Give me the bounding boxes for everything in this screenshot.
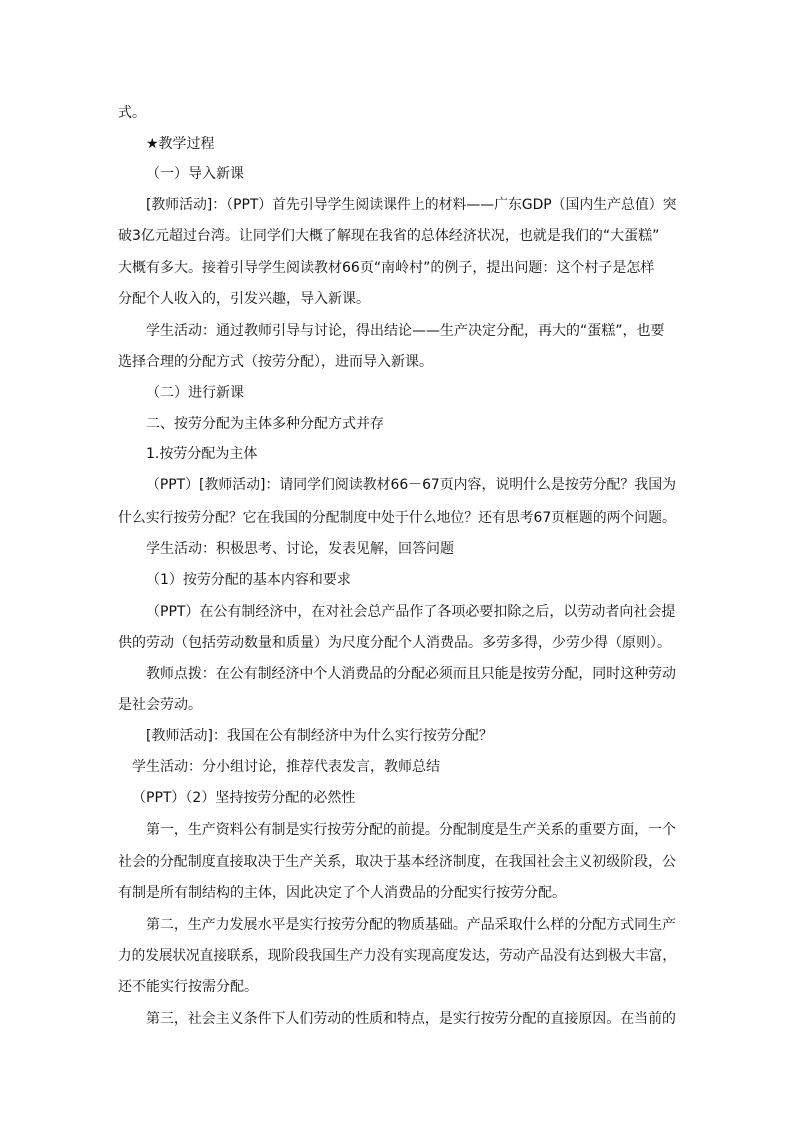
text-line: 教师点拨：在公有制经济中个人消费品的分配必须而且只能是按劳分配，同时这种劳动 <box>146 666 676 682</box>
text-line: 式。 <box>118 105 146 121</box>
text-line: [教师活动]：我国在公有制经济中为什么实行按劳分配？ <box>146 728 493 744</box>
text-line: 选择合理的分配方式（按劳分配），进而导入新课。 <box>118 354 433 370</box>
text-line: 二、按劳分配为主体多种分配方式并存 <box>146 416 384 432</box>
text-line: 力的发展状况直接联系，现阶段我国生产力没有实现高度发达，劳动产品没有达到极大丰富， <box>118 948 676 964</box>
text-line: （二）进行新课 <box>146 385 244 401</box>
text-line: （1）按劳分配的基本内容和要求 <box>146 572 351 588</box>
text-line: 第三，社会主义条件下人们劳动的性质和特点，是实行按劳分配的直接原因。在当前的 <box>146 1011 676 1027</box>
text-line: 学生活动：积极思考、讨论，发表见解，回答问题 <box>146 541 454 557</box>
text-line: 有制是所有制结构的主体，因此决定了个人消费品的分配实行按劳分配。 <box>118 885 566 901</box>
text-line: 大概有多大。接着引导学生阅读教材66页“南岭村”的例子，提出问题：这个村子是怎样 <box>118 260 655 276</box>
text-line: （PPT）在公有制经济中，在对社会总产品作了各项必要扣除之后，以劳动者向社会提 <box>146 604 676 620</box>
text-line: 学生活动：通过教师引导与讨论，得出结论——生产决定分配，再大的“蛋糕”，也要 <box>146 323 665 339</box>
text-line: 学生活动：分小组讨论，推荐代表发言，教师总结 <box>132 759 440 775</box>
text-line: 1.按劳分配为主体 <box>146 446 258 462</box>
text-line: 什么实行按劳分配？它在我国的分配制度中处于什么地位？还有思考67页框题的两个问题。 <box>118 510 676 526</box>
text-line: [教师活动]：（PPT）首先引导学生阅读课件上的材料——广东GDP（国内生产总值）突 <box>146 197 677 213</box>
text-line: 还不能实行按需分配。 <box>118 979 258 995</box>
text-line: 分配个人收入的，引发兴趣，导入新课。 <box>118 291 370 307</box>
text-line: 供的劳动（包括劳动数量和质量）为尺度分配个人消费品。多劳多得，少劳少得（原则）。 <box>118 635 671 651</box>
text-line: 社会的分配制度直接取决于生产关系，取决于基本经济制度，在我国社会主义初级阶段，公 <box>118 854 676 870</box>
text-line: ★教学过程 <box>146 136 215 152</box>
text-line: 破3亿元超过台湾。让同学们大概了解现在我省的总体经济状况，也就是我们的“大蛋糕” <box>118 228 660 244</box>
text-line: （PPT）（2）坚持按劳分配的必然性 <box>132 790 356 806</box>
text-line: 是社会劳动。 <box>118 697 202 713</box>
text-line: （PPT）[教师活动]：请同学们阅读教材66－67页内容，说明什么是按劳分配？我国为 <box>146 477 676 493</box>
text-line: （一）导入新课 <box>146 166 244 182</box>
text-line: 第二，生产力发展水平是实行按劳分配的物质基础。产品采取什么样的分配方式同生产 <box>146 917 676 933</box>
text-line: 第一，生产资料公有制是实行按劳分配的前提。分配制度是生产关系的重要方面，一个 <box>146 822 676 838</box>
